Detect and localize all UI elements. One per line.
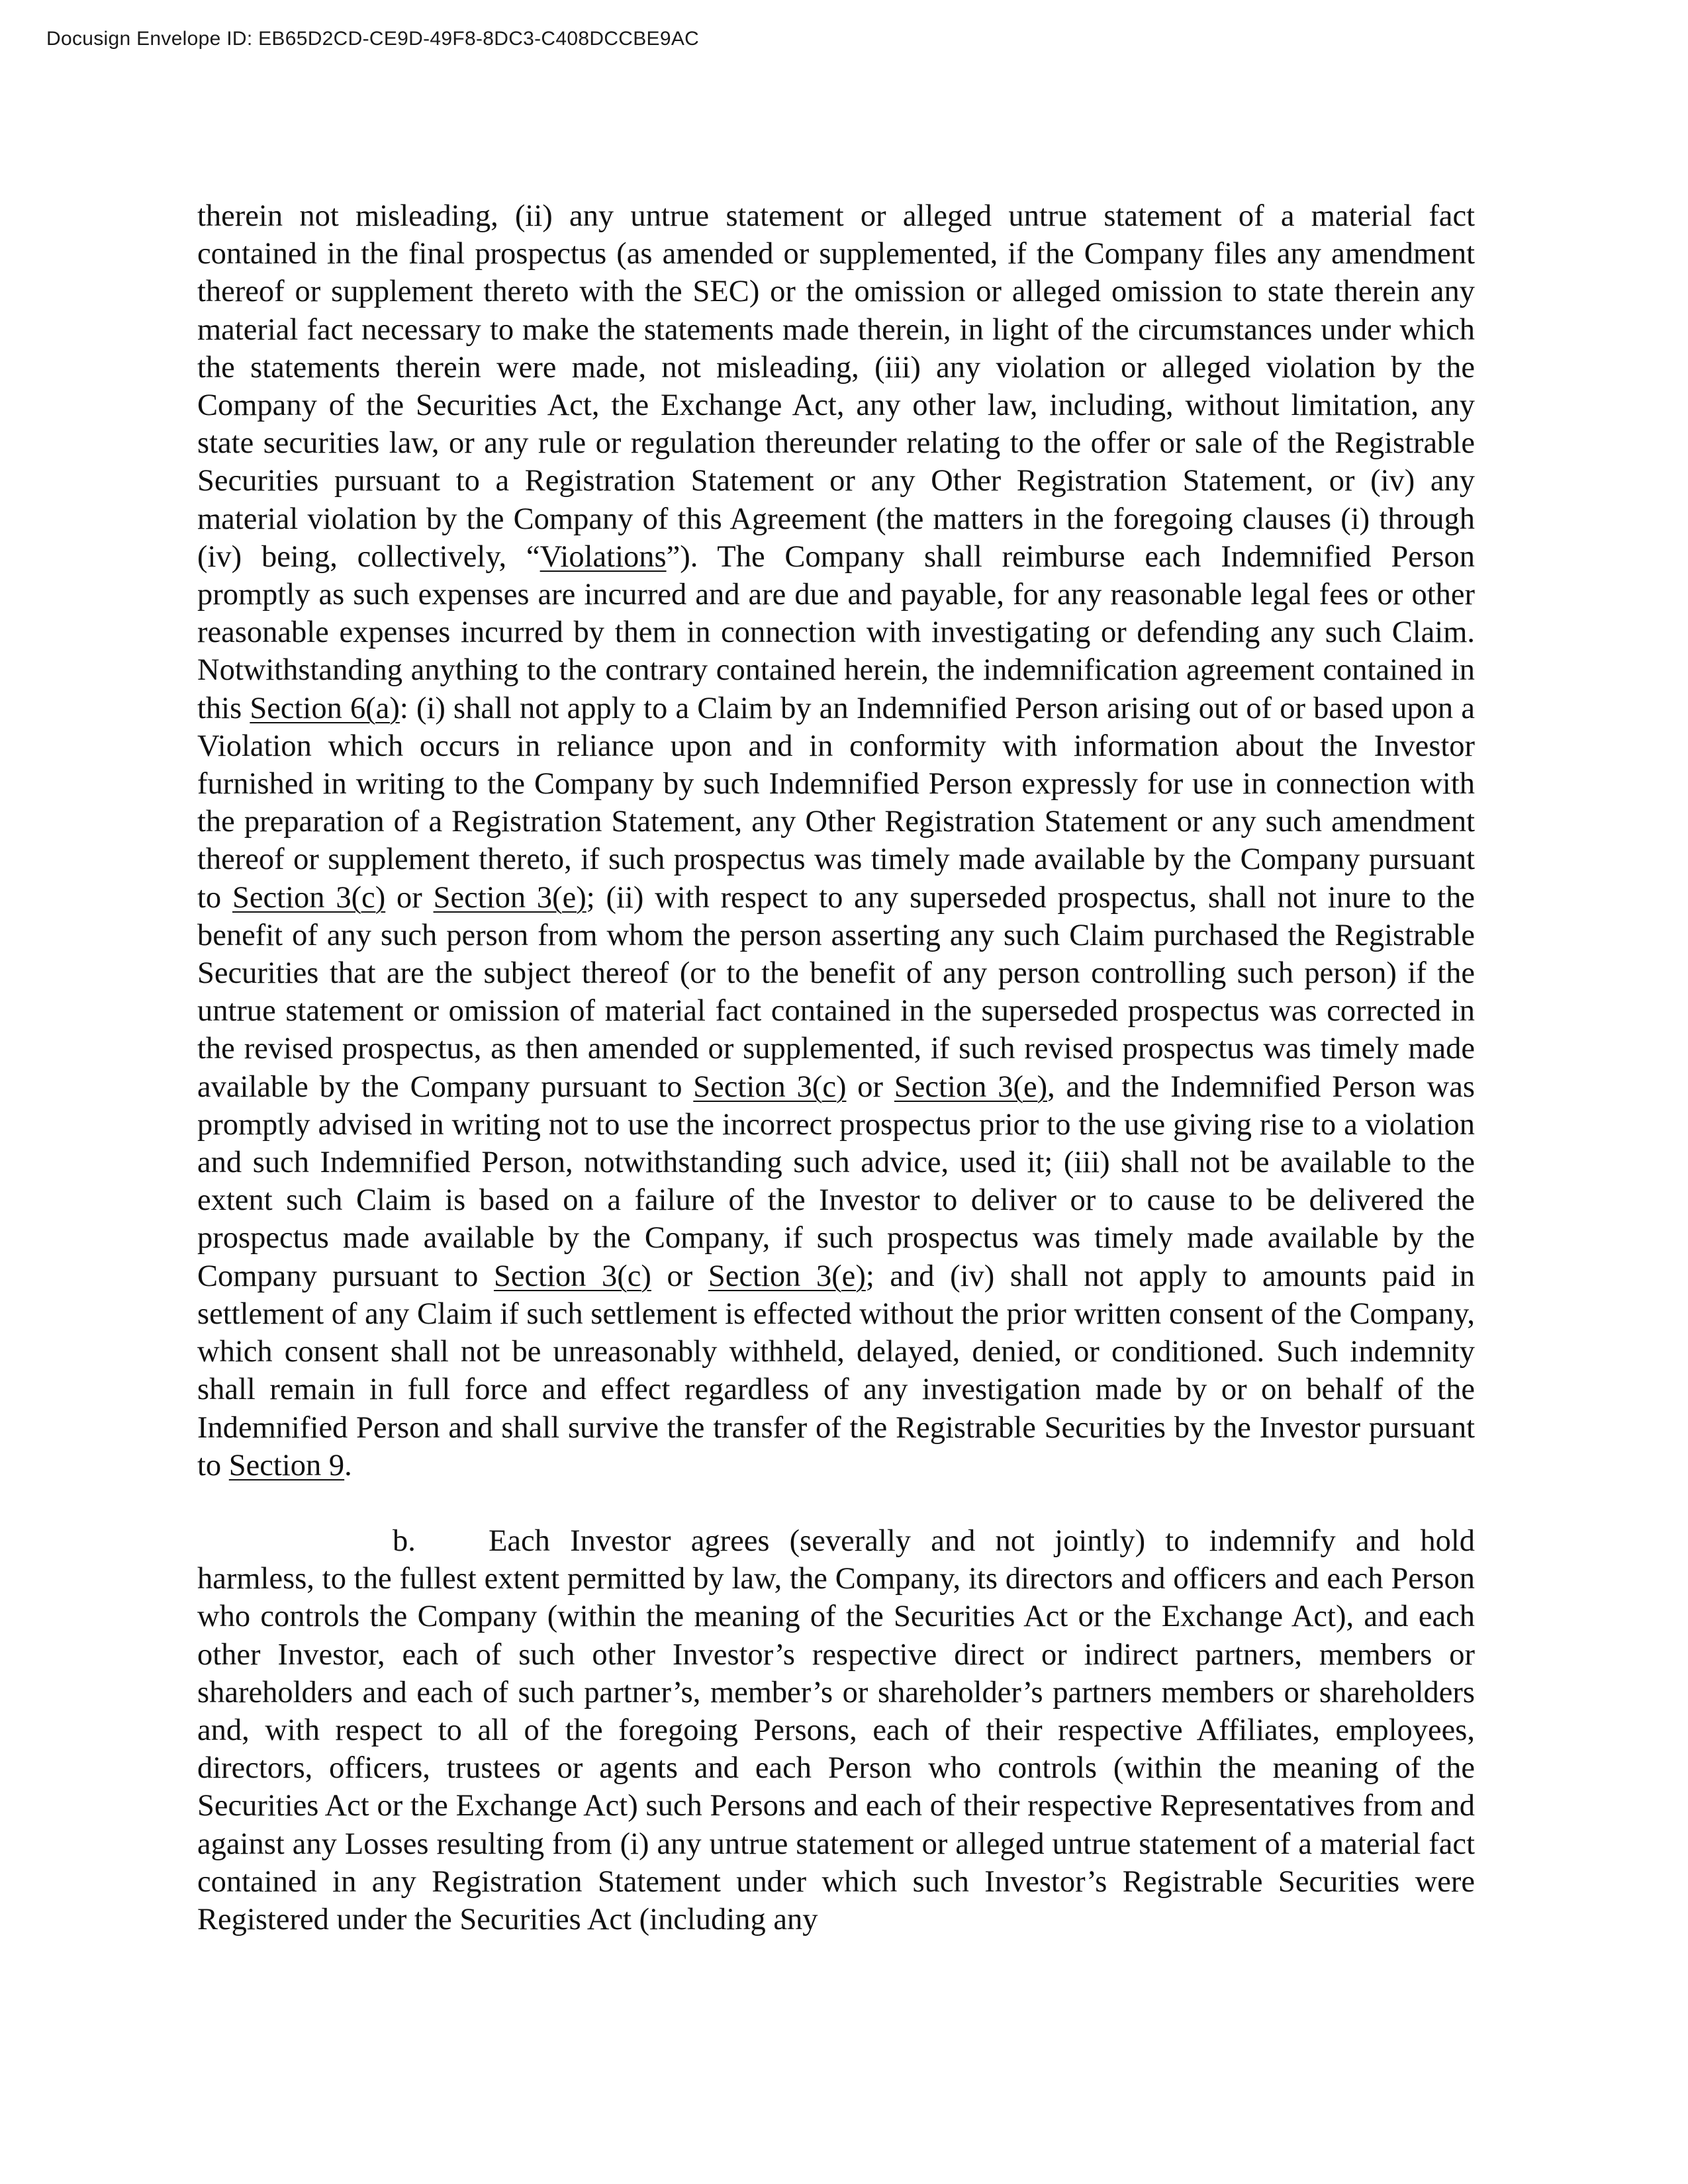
text-run: : (i) shall not apply to a Claim by an Indemnified Person arising out of or based upon a Violation which occurs in reliance upon and in conformity with information about the Investor furnished in writing to the Company by such Indemnified Person expressly for use in connection with the preparation of a Registration Statement, any Other Registration Statement or any such amendment thereof or supplement thereto, if such prospectus was timely made available by the Company pursuant to [197,691,1475,915]
text-run: or [846,1069,894,1104]
paragraph-b-text: Each Investor agrees (severally and not jointly) to indemnify and hold harmless, to the fullest extent permitted by law, the Company, its directors and officers and each Person who controls the Company (within the meaning of the Securities Act or the Exchange Act), and each other Investor, each of such other Investor’s respective direct or indirect partners, members or shareholders and each of such partner’s, member’s or shareholder’s partners members or shareholders and, with respect to all of the foregoing Persons, each of their respective Affiliates, employees, directors, officers, trustees or agents and each Person who controls (within the meaning of the Securities Act or the Exchange Act) such Persons and each of their respective Representatives from and against any Losses resulting from (i) any untrue statement or alleged untrue statement of a material fact contained in any Registration Statement under which such Investor’s Registrable Securities were Registered under the Securities Act (including any [197,1524,1475,1936]
section-reference-6a: Section 6(a) [250,691,400,725]
text-run: ”). The Company shall reimburse each Indemnified Person promptly as such expenses are incurred and are due and payable, for any reasonable legal fees or other reasonable expenses incurred by them in connection with investigating or defending any such Claim. Notwithstanding anything to the contrary contained herein, the indemnification agreement contained in this [197,539,1475,725]
defined-term-violations: Violations [539,539,667,574]
paragraph-marker-b: b. [393,1524,416,1558]
document-body [197,197,1475,1938]
section-reference-3c: Section 3(c) [232,880,386,915]
text-run: or [385,880,434,915]
envelope-id-header: Docusign Envelope ID: EB65D2CD-CE9D-49F8-8DC3-C408DCCBE9AC [46,28,700,50]
paragraph-b [197,1522,1475,1938]
text-run: therein not misleading, (ii) any untrue statement or alleged untrue statement of a material fact contained in the final prospectus (as amended or supplemented, if the Company files any amendment thereof or supplement thereto with the SEC) or the omission or alleged omission to state therein any material fact necessary to make the statements made therein, in light of the circumstances under which the statements therein were made, not misleading, (iii) any violation or alleged violation by the Company of the Securities Act, the Exchange Act, any other law, including, without limitation, any state securities law, or any rule or regulation thereunder relating to the offer or sale of the Registrable Securities pursuant to a Registration Statement or any Other Registration Statement, or (iv) any material violation by the Company of this Agreement (the matters in the foregoing clauses (i) through (iv) being, collectively, “ [197,199,1475,574]
section-reference-3e: Section 3(e) [894,1069,1048,1104]
text-run: , and the Indemnified Person was promptly advised in writing not to use the incorrect prospectus prior to the use giving rise to a violation and such Indemnified Person, notwithstanding such advice, used it; (iii) shall not be available to the extent such Claim is based on a failure of the Investor to deliver or to cause to be delivered the prospectus made available by the Company, if such prospectus was timely made available by the Company pursuant to [197,1069,1475,1293]
text-run: ; and (iv) shall not apply to amounts paid in settlement of any Claim if such settlement is effected without the prior written consent of the Company, which consent shall not be unreasonably withheld, delayed, denied, or conditioned. Such indemnity shall remain in full force and effect regardless of any investigation made by or on behalf of the Indemnified Person and shall survive the transfer of the Registrable Securities by the Investor pursuant to [197,1259,1475,1482]
section-reference-3e: Section 3(e) [433,880,586,915]
text-run: or [651,1259,708,1293]
text-run: . [344,1448,352,1482]
section-reference-3c: Section 3(c) [693,1069,847,1104]
section-reference-3e: Section 3(e) [708,1259,866,1293]
section-reference-3c: Section 3(c) [493,1259,651,1293]
section-reference-9: Section 9 [228,1448,345,1482]
text-run: ; (ii) with respect to any superseded prospectus, shall not inure to the benefit of any such person from whom the person asserting any such Claim purchased the Registrable Securities that are the subject thereof (or to the benefit of any person controlling such person) if the untrue statement or omission of material fact contained in the superseded prospectus was corrected in the revised prospectus, as then amended or supplemented, if such revised prospectus was timely made available by the Company pursuant to [197,880,1475,1104]
paragraph-a-continued [197,197,1475,1484]
